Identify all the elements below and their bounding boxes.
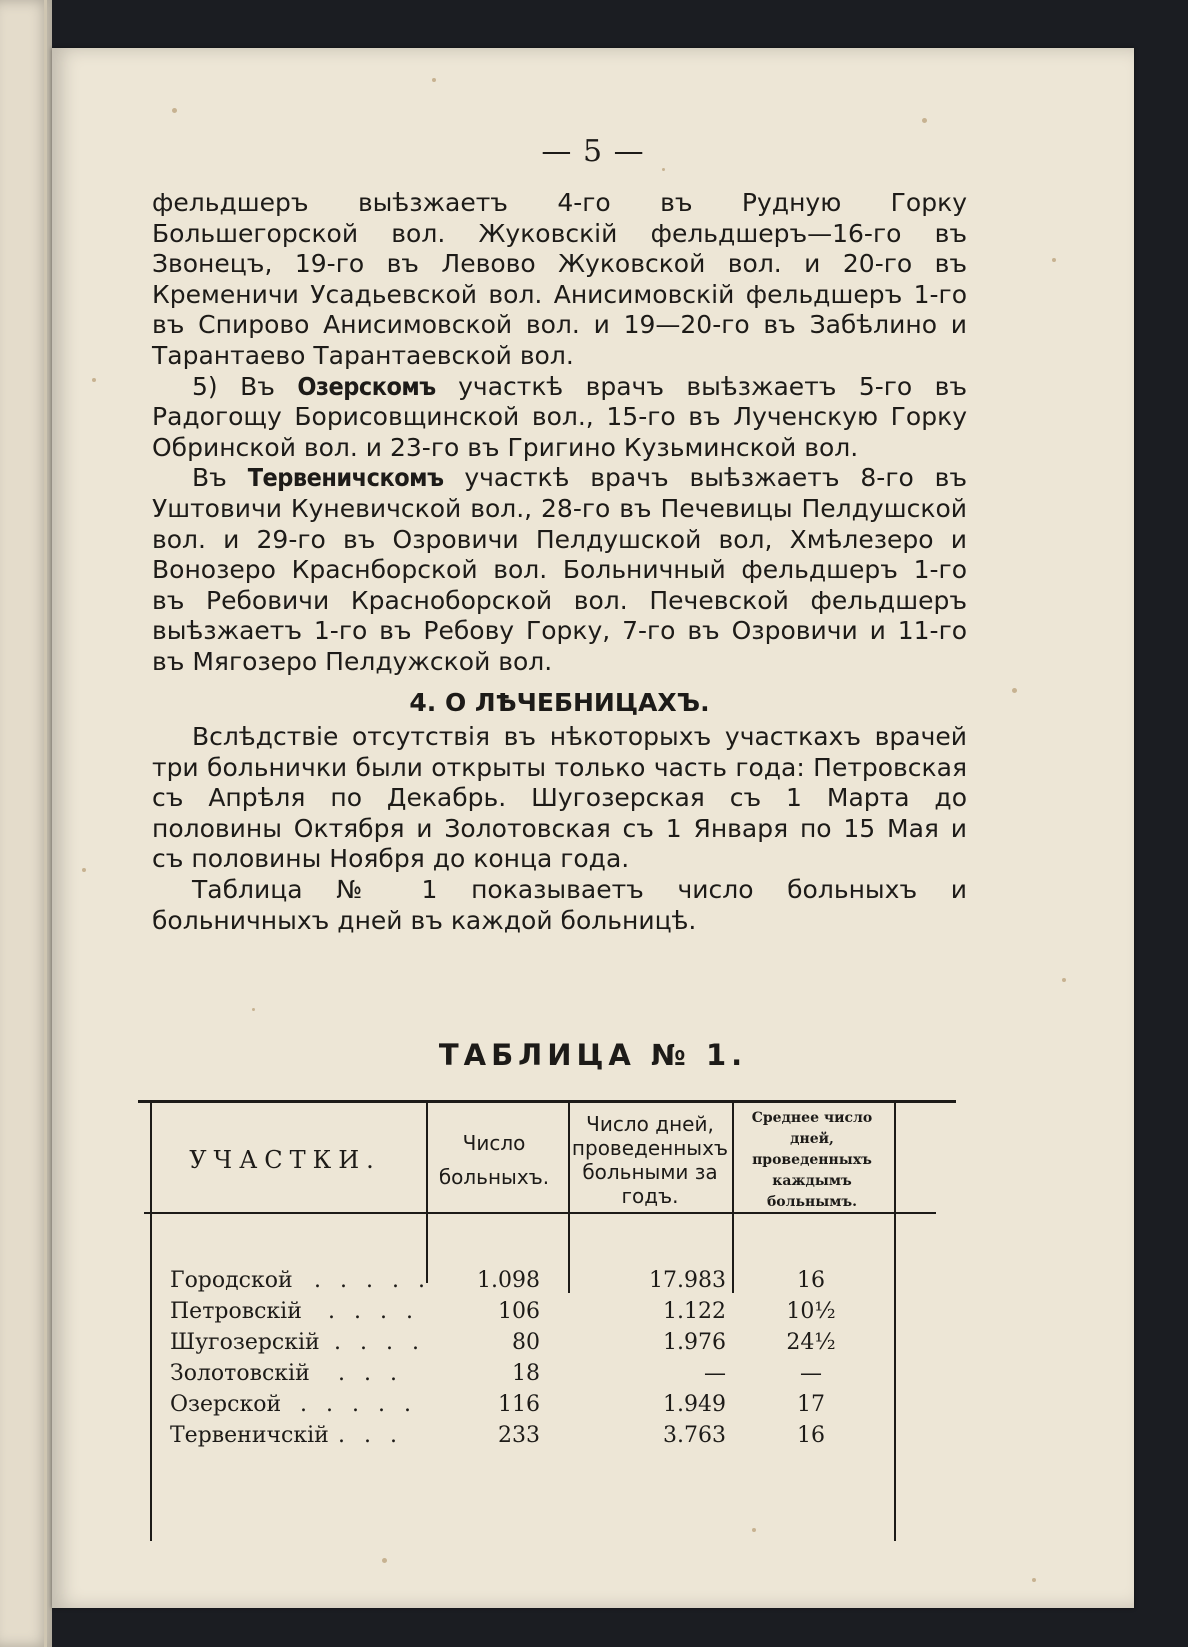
leader-dots: . . . . [328, 1299, 419, 1324]
patient-days: — [704, 1361, 726, 1386]
patients-count: 116 [498, 1392, 540, 1417]
avg-days: — [800, 1361, 822, 1386]
avg-days: 16 [797, 1268, 825, 1293]
paragraph-1: фельдшеръ выѣзжаетъ 4-го въ Рудную Горку Большегорской вол. Жуковскій фельдшеръ—16-го въ Звонецъ, 19-го въ Левово Жуковской вол. и 20-го въ Кременичи Усадьевской вол. Анисимовскій фельдшеръ 1-го въ Спирово Анисимовской вол. и 19—20-го въ Забѣлино и Тарантаево Тарантаевской вол. [152, 188, 967, 370]
leader-dots: . . . [338, 1423, 403, 1448]
table-row [138, 1268, 956, 1299]
table-body [138, 1268, 956, 1454]
district-name: Петровскій [170, 1299, 302, 1324]
patient-days: 1.122 [663, 1299, 726, 1324]
table-title: ТАБЛИЦА № 1. [438, 1038, 748, 1072]
hospital-table [138, 1100, 956, 1574]
header-avg-days: Среднее число дней, проведенныхъ каждымъ больнымъ. [751, 1109, 873, 1210]
leader-dots: . . . [338, 1361, 403, 1386]
patients-count: 18 [512, 1361, 540, 1386]
paragraph-2: 5) Въ Озерскомъ участкѣ врачъ выѣзжаетъ 5-го въ Радогощу Борисовщинской вол., 15-го въ Лученскую Горку Обринской вол. и 23-го въ Григино Кузьминской вол. [152, 371, 967, 462]
patients-count: 106 [498, 1299, 540, 1324]
leader-dots: . . . . . [314, 1268, 431, 1293]
table-top-rule [138, 1100, 956, 1103]
district-name: Золотовскій [170, 1361, 310, 1386]
table-row [138, 1299, 956, 1330]
district-name-bold: Тервеничскомъ [247, 463, 444, 493]
leader-dots: . . . . . [300, 1392, 417, 1417]
table-row [138, 1361, 956, 1392]
patients-count: 1.098 [477, 1268, 540, 1293]
district-name: Шугозерскій [170, 1330, 320, 1355]
district-name: Тервеничскій [170, 1423, 329, 1448]
district-name-bold: Озерскомъ [297, 371, 436, 401]
district-name: Городской [170, 1268, 293, 1293]
avg-days: 10½ [786, 1299, 836, 1324]
avg-days: 24½ [786, 1330, 836, 1355]
patients-count: 233 [498, 1423, 540, 1448]
avg-days: 17 [797, 1392, 825, 1417]
table-row [138, 1330, 956, 1361]
book-page [52, 48, 1134, 1608]
patient-days: 1.949 [663, 1392, 726, 1417]
header-districts: УЧАСТКИ. [189, 1146, 381, 1174]
paragraph-4: Вслѣдствіе отсутствія въ нѣкоторыхъ участкахъ врачей три больнички были открыты только часть года: Петровская съ Апрѣля по Декабрь. Шугозерская съ 1 Марта до половины Октября и Золотовская съ 1 Января по 15 Мая и съ половины Ноября до конца года. [152, 722, 967, 874]
body-text [152, 188, 967, 936]
patients-count: 80 [512, 1330, 540, 1355]
header-patient-days: Число дней, проведенныхъ больными за годъ. [571, 1112, 729, 1208]
patient-days: 17.983 [649, 1268, 726, 1293]
section-heading: 4. О ЛѢЧЕБНИЦАХЪ. [409, 687, 710, 717]
patient-days: 3.763 [663, 1423, 726, 1448]
paragraph-5: Таблица № 1 показываетъ число больныхъ и больничныхъ дней въ каждой больницѣ. [152, 875, 967, 935]
patient-days: 1.976 [663, 1330, 726, 1355]
table-row [138, 1392, 956, 1423]
avg-days: 16 [797, 1423, 825, 1448]
header-patients: Число больныхъ. [438, 1131, 550, 1189]
district-name: Озерской [170, 1392, 282, 1417]
leader-dots: . . . . [334, 1330, 425, 1355]
page-number: — 5 — [541, 134, 645, 169]
table-row [138, 1423, 956, 1454]
page-fold [44, 0, 47, 1647]
paragraph-3: Въ Тервеничскомъ участкѣ врачъ выѣзжаетъ 8-го въ Уштовичи Куневичской вол., 28-го въ Печевицы Пелдушской вол. и 29-го въ Озровичи Пелдушской вол, Хмѣлезеро и Вонозеро Краснборской вол. Больничный фельдшеръ 1-го въ Ребовичи Красноборской вол. Печевской фельдшеръ выѣзжаетъ 1-го въ Ребову Горку, 7-го въ Озровичи и 11-го въ Мягозеро Пелдужской вол. [152, 463, 968, 676]
